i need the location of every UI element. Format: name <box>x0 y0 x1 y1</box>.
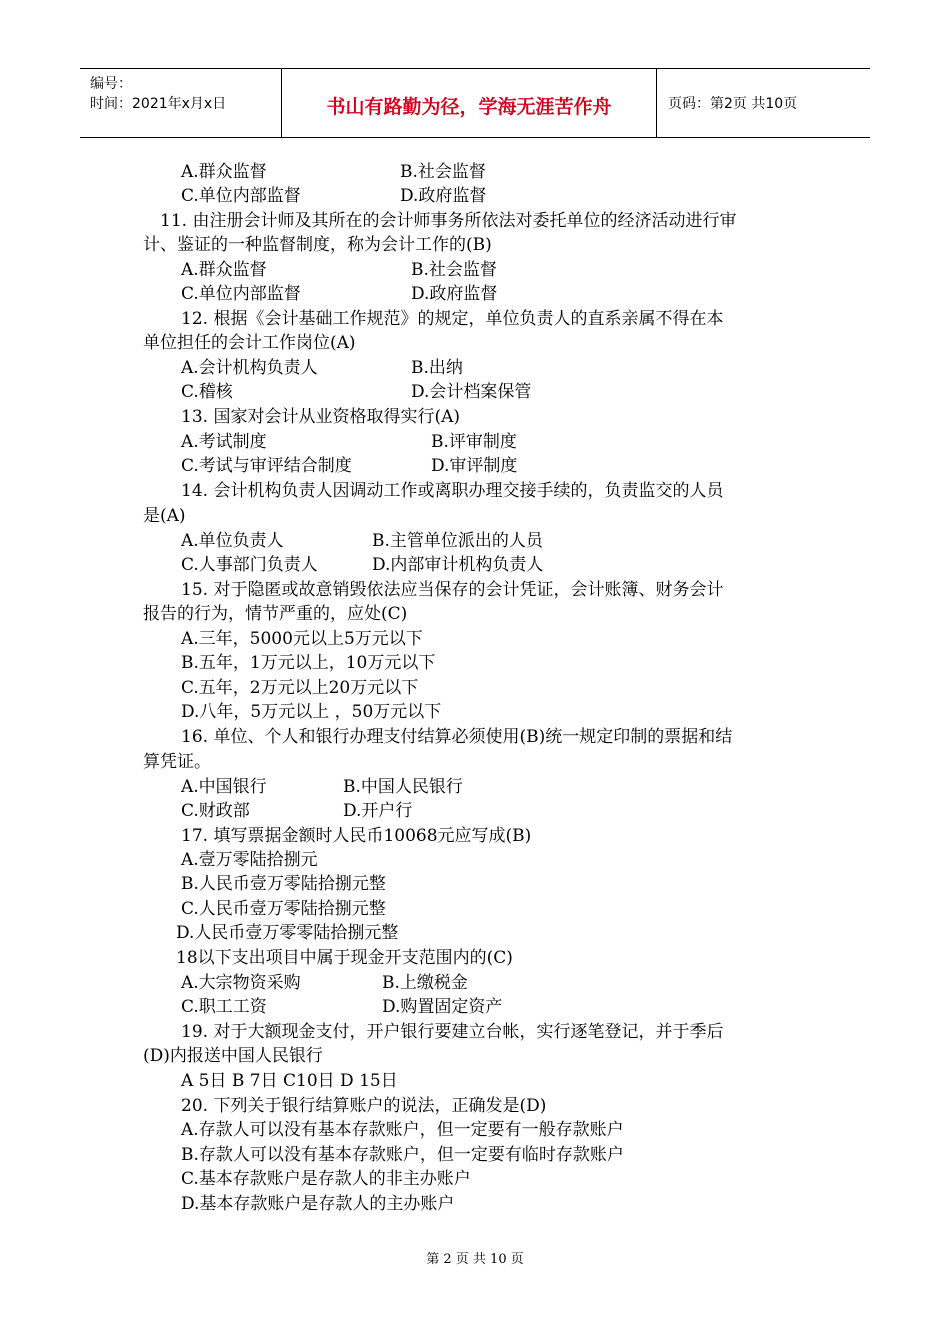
option-text: A.大宗物资采购 <box>181 973 301 993</box>
text-line: C.五年，2万元以上20万元以下 <box>181 678 419 698</box>
text-line: (D)内报送中国人民银行 <box>143 1046 323 1066</box>
option-text: B.上缴税金 <box>382 973 468 993</box>
text-line: 计、鉴证的一种监督制度，称为会计工作的(B) <box>143 235 492 255</box>
header-right-cell <box>656 69 870 137</box>
option-text: B.主管单位派出的人员 <box>372 531 543 551</box>
text-line: 12. 根据《会计基础工作规范》的规定，单位负责人的直系亲属不得在本 <box>181 309 724 329</box>
text-line: 是(A) <box>143 506 186 526</box>
text-line: 18以下支出项目中属于现金开支范围内的(C) <box>176 948 513 968</box>
text-line: A 5日 B 7日 C10日 D 15日 <box>181 1071 398 1091</box>
option-text: D.审评制度 <box>431 456 518 476</box>
option-text: D.开户行 <box>343 801 413 821</box>
option-text: B.评审制度 <box>431 432 517 452</box>
text-line: D.基本存款账户是存款人的主办账户 <box>181 1194 455 1214</box>
text-line: A.壹万零陆拾捌元 <box>181 850 318 870</box>
text-line: B.五年，1万元以上，10万元以下 <box>181 653 436 673</box>
option-text: D.购置固定资产 <box>382 997 503 1017</box>
text-line: 单位担任的会计工作岗位(A) <box>143 333 356 353</box>
text-line: 14. 会计机构负责人因调动工作或离职办理交接手续的，负责监交的人员 <box>181 481 724 501</box>
text-line: 报告的行为，情节严重的，应处(C) <box>143 604 408 624</box>
text-line: 算凭证。 <box>143 752 211 772</box>
option-text: D.内部审计机构负责人 <box>372 555 544 575</box>
page-header <box>80 68 870 138</box>
option-text: C.考试与审评结合制度 <box>181 456 352 476</box>
option-text: C.财政部 <box>181 801 250 821</box>
text-line: D.八年，5万元以上 ，50万元以下 <box>181 702 442 722</box>
option-text: B.中国人民银行 <box>343 777 463 797</box>
option-text: C.单位内部监督 <box>181 284 301 304</box>
option-text: A.群众监督 <box>181 260 267 280</box>
option-text: C.职工工资 <box>181 997 267 1017</box>
text-line: A.三年，5000元以上5万元以下 <box>181 629 423 649</box>
header-motto-cell <box>281 69 657 137</box>
option-text: B.社会监督 <box>400 162 486 182</box>
option-text: A.会计机构负责人 <box>181 358 318 378</box>
option-text: A.考试制度 <box>181 432 267 452</box>
option-text: D.政府监督 <box>400 186 487 206</box>
header-motto: 书山有路勤为径，学海无涯苦作舟 <box>326 96 612 118</box>
text-line: D.人民币壹万零零陆拾捌元整 <box>176 923 399 943</box>
option-text: D.会计档案保管 <box>411 382 532 402</box>
option-text: C.稽核 <box>181 382 233 402</box>
time-label: 时间：2021年x月x日 <box>90 96 227 112</box>
option-text: B.出纳 <box>411 358 463 378</box>
text-line: 20. 下列关于银行结算账户的说法，正确发是(D) <box>181 1096 547 1116</box>
header-left-cell <box>80 69 280 137</box>
text-line: 16. 单位、个人和银行办理支付结算必须使用(B)统一规定印制的票据和结 <box>181 727 733 747</box>
text-line: 17. 填写票据金额时人民币10068元应写成(B) <box>181 826 532 846</box>
option-text: D.政府监督 <box>411 284 498 304</box>
number-label: 编号： <box>90 76 132 92</box>
option-text: A.群众监督 <box>181 162 267 182</box>
option-text: B.社会监督 <box>411 260 497 280</box>
option-text: C.单位内部监督 <box>181 186 301 206</box>
page-info: 页码：第2页 共10页 <box>668 96 798 112</box>
option-text: A.单位负责人 <box>181 531 284 551</box>
text-line: 15. 对于隐匿或故意销毁依法应当保存的会计凭证，会计账簿、财务会计 <box>181 580 724 600</box>
text-line: 19. 对于大额现金支付，开户银行要建立台帐，实行逐笔登记，并于季后 <box>181 1022 724 1042</box>
text-line: C.基本存款账户是存款人的非主办账户 <box>181 1169 471 1189</box>
text-line: 11. 由注册会计师及其所在的会计师事务所依法对委托单位的经济活动进行审 <box>160 211 737 231</box>
text-line: B.人民币壹万零陆拾捌元整 <box>181 874 386 894</box>
text-line: A.存款人可以没有基本存款账户，但一定要有一般存款账户 <box>181 1120 624 1140</box>
text-line: B.存款人可以没有基本存款账户，但一定要有临时存款账户 <box>181 1145 624 1165</box>
option-text: C.人事部门负责人 <box>181 555 318 575</box>
page-footer: 第 2 页 共 10 页 <box>426 1252 524 1267</box>
text-line: C.人民币壹万零陆拾捌元整 <box>181 899 386 919</box>
option-text: A.中国银行 <box>181 777 267 797</box>
text-line: 13. 国家对会计从业资格取得实行(A) <box>181 407 460 427</box>
